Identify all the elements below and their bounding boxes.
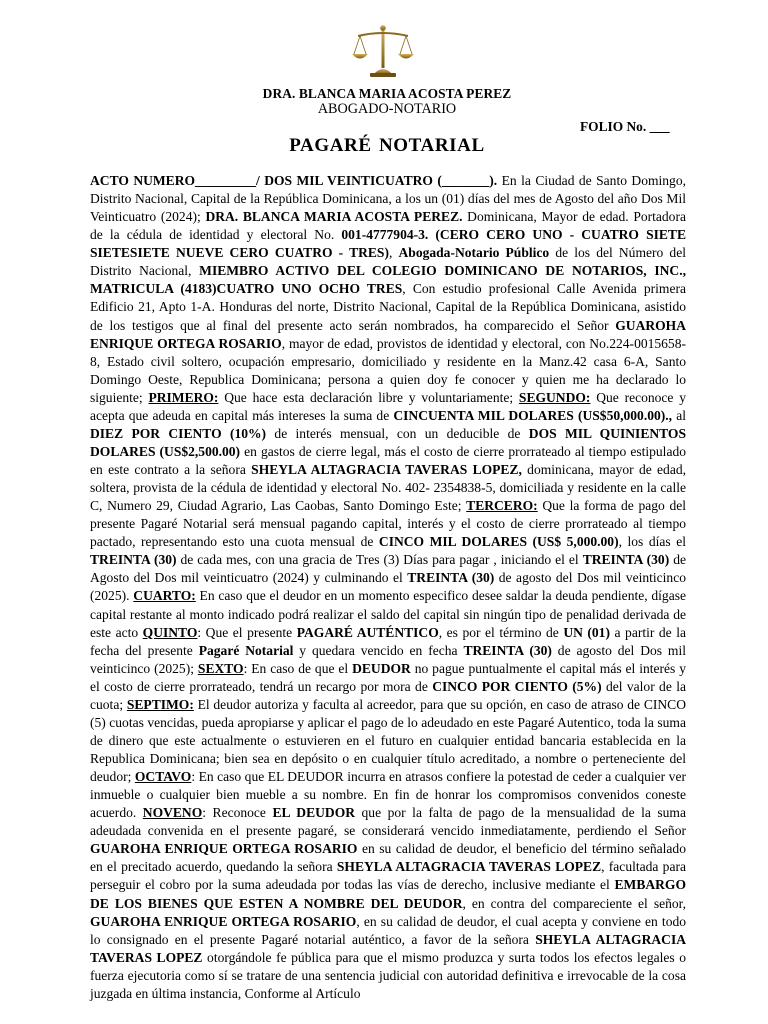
bold-text: TREINTA (30)	[90, 552, 177, 568]
body-text-run: , mayor de edad, provistos de identidad y electoral, con No.224-0015658-8, Estado civil soltero, ocupación empresario, domiciliado y residente en la Manz.42 casa 6-A, Santo Domingo Oeste, Republica Dominicana; persona a quien doy fe conocer y quien me ha declarado lo siguiente;	[90, 335, 686, 405]
body-text-run: Que la forma de pago del presente Pagaré Notarial será mensual pagando capital, interés y el costo de cierre prorrateado al tiempo pactado, representando esto una cuota mensual de	[90, 498, 686, 550]
clause-heading: SEGUNDO:	[518, 389, 591, 405]
clause-heading: CUARTO:	[133, 588, 196, 604]
bold-text: EL DEUDOR	[272, 805, 356, 821]
bold-text: CINCUENTA MIL DOLARES (US$50,000.00).,	[393, 407, 673, 423]
bold-text: Abogada-Notario Público	[398, 245, 550, 261]
folio-number	[580, 119, 670, 135]
body-text-run: : En caso de que el	[243, 660, 353, 676]
body-text-run: , es por el término de	[438, 624, 564, 640]
body-text-run: que por la falta de pago de la mensualidad de la suma adeudada convenida en el presente pagaré, se considerará vencido inmediatamente, perdiendo el Señor	[90, 805, 686, 839]
body-text-run: , en contra del compareciente el señor,	[462, 895, 687, 911]
bold-text: Pagaré Notarial	[198, 642, 294, 658]
bold-text: SHEYLA ALTAGRACIA TAVERAS LOPEZ	[336, 859, 602, 875]
folio-label: FOLIO No.	[580, 119, 647, 134]
document-body	[90, 172, 686, 1003]
body-text-run: En caso que el deudor en un momento especifico desee saldar la deuda pendiente, dígase capital restante al monto indicado podrá realizar el saldo del capital sin ningún tipo de penalidad derivada de este acto	[90, 588, 687, 640]
bold-text: GUAROHA ENRIQUE ORTEGA ROSARIO	[90, 841, 358, 857]
bold-text: CINCO MIL DOLARES (US$ 5,000.00)	[378, 534, 619, 550]
bold-text: SHEYLA ALTAGRACIA TAVERAS LOPEZ	[90, 931, 686, 965]
clause-heading: OCTAVO	[134, 769, 192, 785]
body-text-run: Dominicana, Mayor de edad. Portadora de la cédula de identidad y electoral No.	[90, 209, 686, 243]
document-title: PAGARÉ NOTARIAL	[289, 135, 485, 156]
body-text-run: , facultada para perseguir el cobro por la suma adeudada por todas las vías de derecho, inclusive mediante el	[90, 859, 686, 893]
bold-text: DRA. BLANCA MARIA ACOSTA PEREZ.	[205, 209, 463, 225]
bold-text: MIEMBRO ACTIVO DEL COLEGIO DOMINICANO DE NOTARIOS, INC., MATRICULA (4183)CUATRO UNO OCHO TRES	[90, 263, 686, 297]
bold-text: DOS MIL QUINIENTOS DOLARES (US$2,500.00)	[90, 425, 687, 459]
clause-heading: NOVENO	[142, 805, 203, 821]
bold-text: TREINTA (30)	[463, 642, 552, 658]
body-text-run: : En caso que EL DEUDOR incurra en atrasos confiere la potestad de ceder a cualquier ver inmueble o cualquier bien mueble a su nombre. En fin de honrar los compromisos convenidos coneste acuerdo.	[90, 769, 686, 821]
body-text-run: En la Ciudad de Santo Domingo, Distrito Nacional, Capital de la República Dominicana, a los un (01) días del mes de Agosto del año Dos Mil Veinticuatro (2024);	[90, 173, 686, 225]
clause-heading: QUINTO	[142, 624, 198, 640]
bold-text: DEUDOR	[352, 660, 411, 676]
bold-text: TREINTA (30)	[582, 552, 670, 568]
bold-text: EMBARGO DE LOS BIENES QUE ESTEN A NOMBRE DEL DEUDOR	[90, 877, 686, 911]
body-text-run: de los del Número del Distrito Nacional,	[90, 245, 686, 279]
bold-text: DIEZ POR CIENTO (10%)	[90, 425, 267, 441]
clause-heading: PRIMERO:	[148, 389, 219, 405]
clause-heading: TERCERO:	[466, 498, 538, 514]
clause-heading: SEXTO	[197, 660, 244, 676]
body-text-run: , Con estudio profesional Calle Avenida primera Edificio 21, Apto 1-A. Honduras del norte, Distrito Nacional, Capital de la República Dominicana, asistido de los testigos que al final del presente acto serán nombrados, ha comparecido el Señor	[90, 281, 687, 333]
bold-text: ACTO NUMERO_________/ DOS MIL VEINTICUATRO (_______).	[90, 173, 498, 188]
body-text-run: al	[672, 407, 686, 423]
body-text-run: : Reconoce	[202, 805, 273, 821]
body-text-run: de interés mensual, con un deducible de	[266, 425, 529, 441]
body-text-run: a partir de la fecha del presente	[90, 624, 686, 658]
body-text-run: del valor de la cuota;	[90, 678, 686, 712]
body-text-run: en su calidad de deudor, el beneficio del término señalado en el precitado acuerdo, quedando la señora	[90, 841, 686, 875]
body-text-run: , los días el	[618, 534, 687, 550]
body-text-run: de cada mes, con una gracia de Tres (3) Días para pagar , iniciando el el	[176, 552, 583, 568]
bold-text: PAGARÉ AUTÉNTICO	[296, 624, 439, 640]
bold-text: TREINTA (30)	[407, 570, 495, 586]
clause-heading: SEPTIMO:	[126, 696, 194, 712]
scales-of-justice-icon	[352, 24, 414, 78]
bold-text: CINCO POR CIENTO (5%)	[432, 678, 602, 694]
body-text-run: de agosto del Dos mil veinticinco (2025);	[90, 642, 687, 676]
body-text-run: ,	[388, 245, 399, 261]
body-text-run: Que hace esta declaración libre y voluntariamente;	[218, 389, 519, 405]
bold-text: SHEYLA ALTAGRACIA TAVERAS LOPEZ,	[251, 462, 522, 477]
folio-blank	[650, 119, 670, 134]
bold-text: GUAROHA ENRIQUE ORTEGA ROSARIO	[90, 913, 357, 929]
body-text-run: en gastos de cierre legal, más el costo de cierre prorrateado al tiempo estipulado en este contrato a la señora	[90, 443, 687, 477]
body-text-run: El deudor autoriza y faculta al acreedor, para que su opción, en caso de atraso de CINCO (5) cuotas vencidas, pueda apropiarse y aplicar el pago de lo adeudado en este Pagaré Autentico, toda la suma de dinero que este actualmente o estuvieren en el futuro en cualquier entidad bancaria establecida en la Republica Dominicana; bien sea en depósito o en cualquier título acreditado, a nombre o perteneciente del deudor;	[90, 696, 686, 785]
bold-text: GUAROHA ENRIQUE ORTEGA ROSARIO	[90, 317, 686, 351]
body-text-run: dominicana, mayor de edad, soltera, provista de la cédula de identidad y electoral No. 402- 2354838-5, domiciliada y residente en la calle C, Numero 29, Ciudad Agrario, Las Caobas, Santo Domingo Este;	[90, 462, 687, 514]
notary-name: DRA. BLANCA MARIA ACOSTA PEREZ	[262, 86, 512, 101]
body-text-run: no pague puntualmente el capital más el interés y el costo de cierre prorrateado, tendrá un recargo por mora de	[90, 660, 687, 694]
body-text-run: otorgándole fe pública para que el mismo produzca y surta todos los efectos legales o fuerza ejecutoria como sí se tratare de una sentencia judicial con autoridad definitiva e irrevocable de la cosa juzgada en última instancia, Conforme al Artículo	[90, 949, 686, 1001]
body-text-run: de agosto del Dos mil veinticinco (2025).	[90, 570, 686, 604]
bold-text: 001-4777904-3. (CERO CERO UNO - CUATRO SIETE SIETESIETE NUEVE CERO CUATRO - TRES)	[90, 227, 686, 261]
body-text-run: , en su calidad de deudor, el cual acepta y conviene en todo lo consignado en el presente Pagaré notarial auténtico, a favor de la señora	[90, 913, 687, 947]
body-text-run: : Que el presente	[197, 624, 297, 640]
body-text-run: Que reconoce y acepta que adeuda en capital más intereses la suma de	[90, 389, 686, 423]
notary-profession: ABOGADO-NOTARIO	[317, 101, 457, 117]
body-text-run: de Agosto del Dos mil veinticuatro (2024) y culminando el	[90, 552, 686, 586]
body-text-run: y quedara vencido en fecha	[293, 642, 464, 658]
bold-text: UN (01)	[563, 624, 610, 640]
